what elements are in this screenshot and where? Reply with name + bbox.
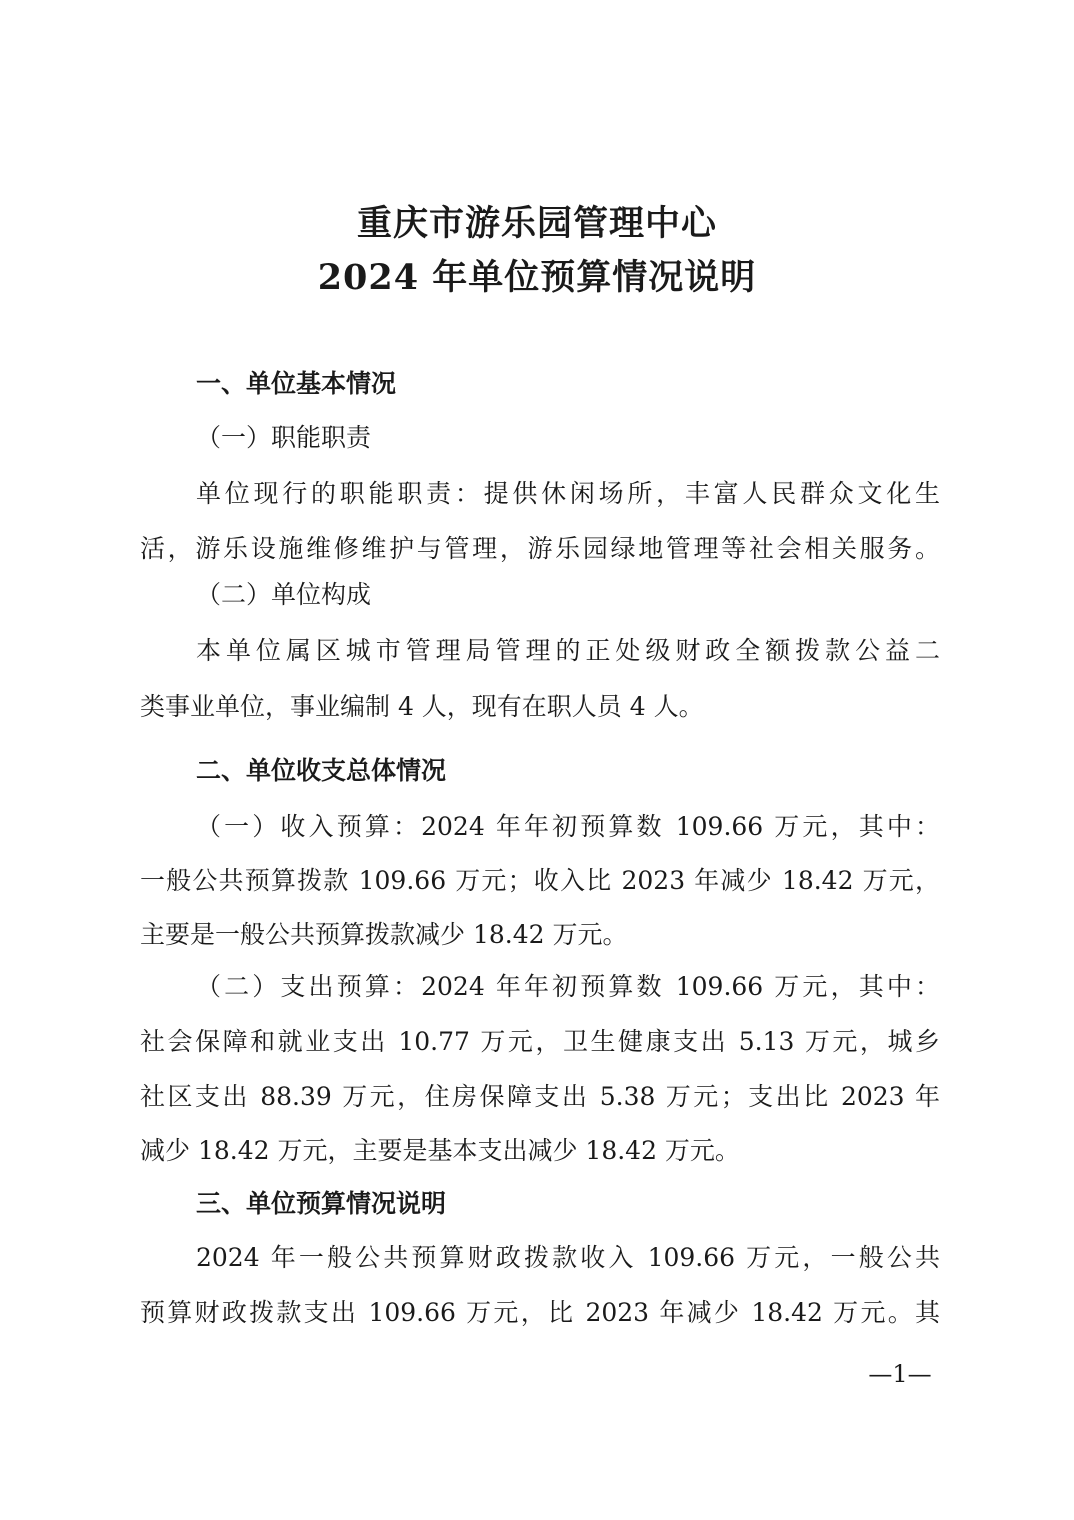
- paragraph-line: 主要是一般公共预算拨款减少 18.42 万元。: [140, 920, 628, 949]
- paragraph-line: 单位现行的职能职责：提供休闲场所，丰富人民群众文化生: [196, 479, 940, 508]
- paragraph-line: 2024 年一般公共预算财政拨款收入 109.66 万元，一般公共: [196, 1243, 940, 1272]
- paragraph-line: 社会保障和就业支出 10.77 万元，卫生健康支出 5.13 万元，城乡: [140, 1027, 940, 1056]
- page-number: —1—: [868, 1360, 932, 1388]
- paragraph-line: （一）收入预算：2024 年年初预算数 109.66 万元，其中：: [196, 812, 940, 841]
- paragraph-line: 活，游乐设施维修维护与管理，游乐园绿地管理等社会相关服务。: [140, 534, 940, 563]
- paragraph-line: （二）支出预算：2024 年年初预算数 109.66 万元，其中：: [196, 972, 940, 1001]
- section-heading-3: 三、单位预算情况说明: [196, 1189, 447, 1218]
- paragraph-line: 社区支出 88.39 万元，住房保障支出 5.38 万元；支出比 2023 年: [140, 1082, 940, 1111]
- section-heading-1: 一、单位基本情况: [196, 369, 397, 398]
- paragraph-line: 本单位属区城市管理局管理的正处级财政全额拨款公益二: [196, 636, 940, 665]
- paragraph-line: 类事业单位，事业编制 4 人，现有在职人员 4 人。: [140, 692, 704, 721]
- paragraph-line: 一般公共预算拨款 109.66 万元；收入比 2023 年减少 18.42 万元，: [140, 866, 940, 895]
- document-title-line2: 2024 年单位预算情况说明: [317, 257, 757, 298]
- section-heading-2: 二、单位收支总体情况: [196, 756, 447, 785]
- subsection-heading-duties: （一）职能职责: [196, 423, 372, 452]
- paragraph-line: 预算财政拨款支出 109.66 万元，比 2023 年减少 18.42 万元。其: [140, 1298, 940, 1327]
- document-title-line1: 重庆市游乐园管理中心: [356, 203, 717, 244]
- subsection-heading-composition: （二）单位构成: [196, 580, 372, 609]
- paragraph-line: 减少 18.42 万元，主要是基本支出减少 18.42 万元。: [140, 1136, 740, 1165]
